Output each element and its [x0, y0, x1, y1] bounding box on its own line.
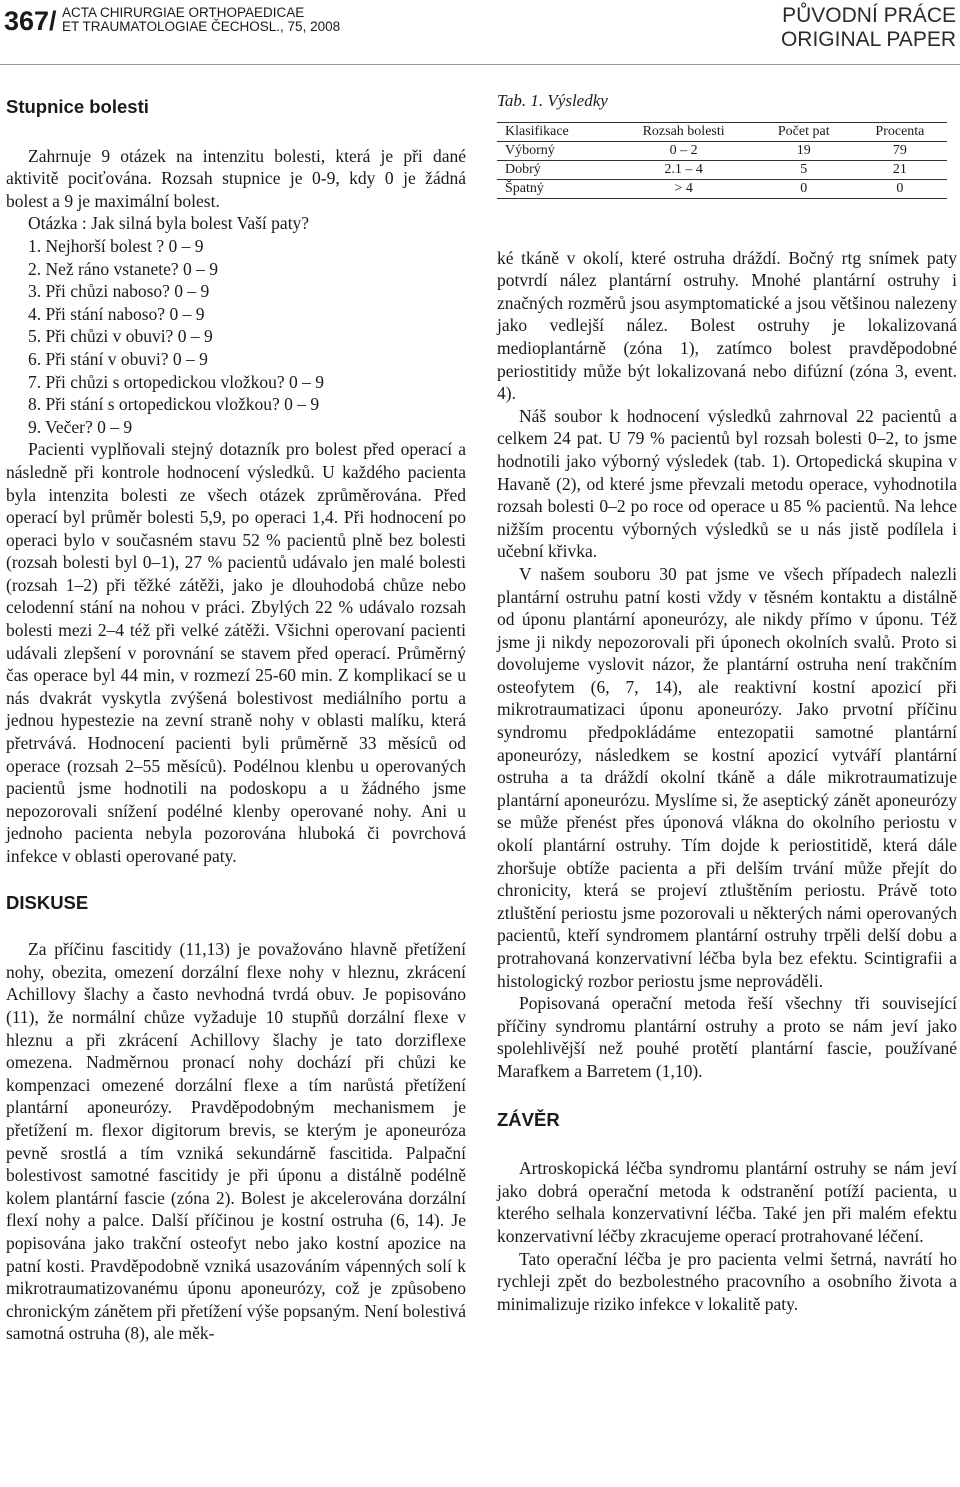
- paragraph-zaver-2: Tato operační léčba je pro pacienta velmi šetrná, navrátí ho rychleji zpět do bezbolestného pracovního a osobního života a minimalizuje riziko infekce v lokalitě paty.: [497, 1248, 957, 1314]
- paragraph-results: Pacienti vyplňovali stejný dotazník pro bolest před operací a následně při kontrole hodnocení výsledků. U každého pacienta byla intenzita bolesti ze všech otázek zprůměrována. Před operací byl průměr bolesti 5,9, po operaci 1,4. Při hodnocení po operaci bylo v současném stavu 52 % pacientů plně bez bolesti (rozsah bolesti byl 0–1), 27 % pacientů udávalo jen malé bolesti (rozsah 1–2) při těžké zátěži, jako je dlouhodobá chůze nebo celodenní stání na nohou v práci. Zbylých 22 % udávalo rozsah bolesti mezi 2–4 též při velké zátěži. Všichni operovaní pacienti udávali zlepšení v porovnání se stavem před operací. Průměrný čas operace byl 44 min, v rozmezí 25-60 min. Z komplikací se u nás dvakrát vyskytla zvýšená bolestivost mediálního portu a jednou hypestezie na zevní straně nohy v oblasti malíku, která přetrvává. Hodnocení pacienti byli průměrně 33 měsíců od operace (rozsah 2–55 měsíců). Podélnou klenbu u operovaných pacientů jsme hodnotili na podoskopu a u žádného jsme nepozorovali snížení podélné klenby operované nohy. Ani u jednoho pacienta nebyla pozorována hluboká či povrchová infekce v oblasti operované paty.: [6, 439, 466, 866]
- table-header-cell: Počet pat: [755, 122, 853, 141]
- journal-line-1: ACTA CHIRURGIAE ORTHOPAEDICAE: [62, 5, 305, 20]
- table-header-cell: Klasifikace: [497, 122, 613, 141]
- table-cell: Špatný: [497, 179, 613, 198]
- page-header: [0, 0, 960, 62]
- table-cell: 21: [853, 160, 947, 179]
- table-row: [497, 179, 947, 198]
- table-row: [497, 141, 947, 160]
- paragraph-intro: Zahrnuje 9 otázek na intenzitu bolesti, která je při dané aktivitě pociťována. Rozsah stupnice je 0-9, kdy 0 je žádná bolest a 9 je maximální bolest.: [6, 145, 466, 211]
- question-line: Otázka : Jak silná byla bolest Vaší paty?: [28, 213, 310, 234]
- table-header-cell: Rozsah bolesti: [613, 122, 755, 141]
- table-cell: 79: [853, 141, 947, 160]
- table-cell: > 4: [613, 179, 755, 198]
- table-cell: 0: [755, 179, 853, 198]
- journal-name: [62, 6, 340, 34]
- scale-item: 7. Při chůzi s ortopedickou vložkou? 0 – 9: [28, 371, 324, 392]
- paragraph-souboru: V našem souboru 30 pat jsme ve všech případech nalezli plantární ostruhu patní kosti vždy v těsném kontaktu a distálně od úponu plantární aponeurózy, ale nikdy přímo v úponu. Též jsme ji nikdy nepozorovali při úponech okolních svalů. Proto si dovolujeme vyslovit názor, že plantární ostruha není trakčním osteofytem (6, 7, 14), ale reaktivní kostní apozicí při mikrotraumatizaci úponu aponeurózy. Jako prvotní příčinu syndromu předpokládáme entezopatii samotné plantární aponeurózy, následkem se kostní apozicí vytváří plantární ostruha a ta dráždí okolní tkáně a dále mikrotraumatizuje plantární aponeurózu. Myslíme si, že aseptický zánět aponeurózy se může přenést přes úponová vlákna do okolního periostu v okolí plantární ostruhy. Tím dojde k periostitidě, která dále zhoršuje obtíže pacienta a při delším trvání může přejít do chronicity, která se projeví ztluštěním periostu. Právě toto ztluštění periostu jsme pozorovali u některých námi operovaných pacientů, kteří syndromem plantární ostruhy trpěli delší dobu a protrahovaná konzervativní léčba byla bez efektu. Scintigrafii a histologický rozbor periostu jsme neprováděli.: [497, 563, 957, 991]
- paragraph-diskuse: Za příčinu fascitidy (11,13) je považováno hlavně přetížení nohy, obezita, omezení dorzální flexe nohy v hleznu, zkrácení Achillovy šlachy a často nevhodná tvrdá obuv. Je popisováno (11), že normální chůze vyžaduje 10 stupňů dorzální flexe v hleznu a při zkrácení Achillovy šlachy je tato dorziflexe omezena. Nadměrnou pronací nohy dochází při chůzi ke kompenzaci omezené dorzální flexe a tím narůstá přetížení plantární aponeurózy. Pravděpodobným mechanismem je přetížení m. flexor digitorum brevis, se kterým je aponeuróza pevně srostlá a tím vzniká sekundárně fascitida. Palpační bolestivost samotné fascitidy je při úponu a distálně podélně kolem plantární fascie (zóna 2). Bolest je akcelerována dorzální flexí nohy a palce. Další příčinou je kostní ostruha (6, 14). Je popisována jako trakční osteofyt nebo jako kostní apozice na patní kosti. Pravděpodobně vzniká usazováním vápenných solí k mikrotraumatizovanému úponu aponeurózy, což je způsobeno chronickým zánětem při přetížení výše popsaným. Není bolestivá samotná ostruha (8), ale měk-: [6, 939, 466, 1344]
- table-cell: 0: [853, 179, 947, 198]
- table-cell: 5: [755, 160, 853, 179]
- left-column: [6, 96, 466, 1345]
- table-cell: 0 – 2: [613, 141, 755, 160]
- results-table: [497, 122, 947, 199]
- section-heading-zaver: ZÁVĚR: [497, 1108, 560, 1130]
- header-divider: [0, 64, 960, 65]
- paragraph-metoda: Popisovaná operační metoda řeší všechny tři související příčiny syndromu plantární ostruhy a proto se nám jeví jako spolehlivější než pouhé protětí plantární fascie, používané Marafkem a Barretem (1,10).: [497, 993, 957, 1081]
- right-column: [497, 90, 957, 1315]
- paper-type-line-1: PŮVODNÍ PRÁCE: [782, 4, 956, 27]
- scale-item: 2. Než ráno vstanete? 0 – 9: [28, 258, 218, 279]
- table-cell: 2.1 – 4: [613, 160, 755, 179]
- journal-line-2: ET TRAUMATOLOGIAE ČECHOSL., 75, 2008: [62, 19, 341, 34]
- table-cell: Dobrý: [497, 160, 613, 179]
- section-heading-diskuse: DISKUSE: [6, 891, 89, 913]
- table-header-cell: Procenta: [853, 122, 947, 141]
- table-cell: Výborný: [497, 141, 613, 160]
- paper-type-line-2: ORIGINAL PAPER: [780, 28, 956, 51]
- page-number: 367/: [4, 6, 57, 36]
- scale-item: 6. Při stání v obuvi? 0 – 9: [28, 348, 208, 369]
- scale-item: 1. Nejhorší bolest ? 0 – 9: [28, 235, 204, 256]
- scale-item: 5. Při chůzi v obuvi? 0 – 9: [28, 326, 213, 347]
- table-header-row: [497, 122, 947, 141]
- scale-item: 3. Při chůzi naboso? 0 – 9: [28, 281, 210, 302]
- scale-item: 9. Večer? 0 – 9: [28, 416, 133, 437]
- table-caption: Tab. 1. Výsledky: [497, 91, 608, 110]
- paper-type: [781, 4, 956, 52]
- paragraph-soubor: Náš soubor k hodnocení výsledků zahrnoval 22 pacientů a celkem 24 pat. U 79 % pacientů byl rozsah bolesti 0–2, to jsme hodnotili jako výborný výsledek (tab. 1). Ortopedická skupina v Havaně (2), od které jsme převzali metodu operace, vyhodnotila rozsah bolesti 0–2 po roce od operace u 85 % pacientů. Na lehce nižším procentu výborných výsledků se u nás jistě podílela i učební křivka.: [497, 405, 957, 562]
- paragraph-continuation: ké tkáně v okolí, které ostruha dráždí. Bočný rtg snímek paty potvrdí nález plantární ostruhy. Mnohé plantární ostruhy i značných rozměrů jsou asymptomatické a jsou většinou nalezeny jako vedlejší nález. Bolest ostruhy je lokalizovaná medioplantárně (zóna 1), zatímco bolest pravděpodobné periostitidy může být lokalizovaná nebo difúzní (zóna 3, event. 4).: [497, 247, 957, 404]
- table-row: [497, 160, 947, 179]
- scale-item: 4. Při stání naboso? 0 – 9: [28, 303, 205, 324]
- paragraph-zaver-1: Artroskopická léčba syndromu plantární ostruhy se nám jeví jako dobrá operační metoda k odstranění potíží pacienta, u kterého selhala konzervativní léčba. Také jen při malém efektu konzervativní léčby zkracujeme operací protrahované léčení.: [497, 1158, 957, 1246]
- table-cell: 19: [755, 141, 853, 160]
- section-heading-pain-scale: Stupnice bolesti: [6, 96, 149, 117]
- scale-item: 8. Při stání s ortopedickou vložkou? 0 – 9: [28, 394, 320, 415]
